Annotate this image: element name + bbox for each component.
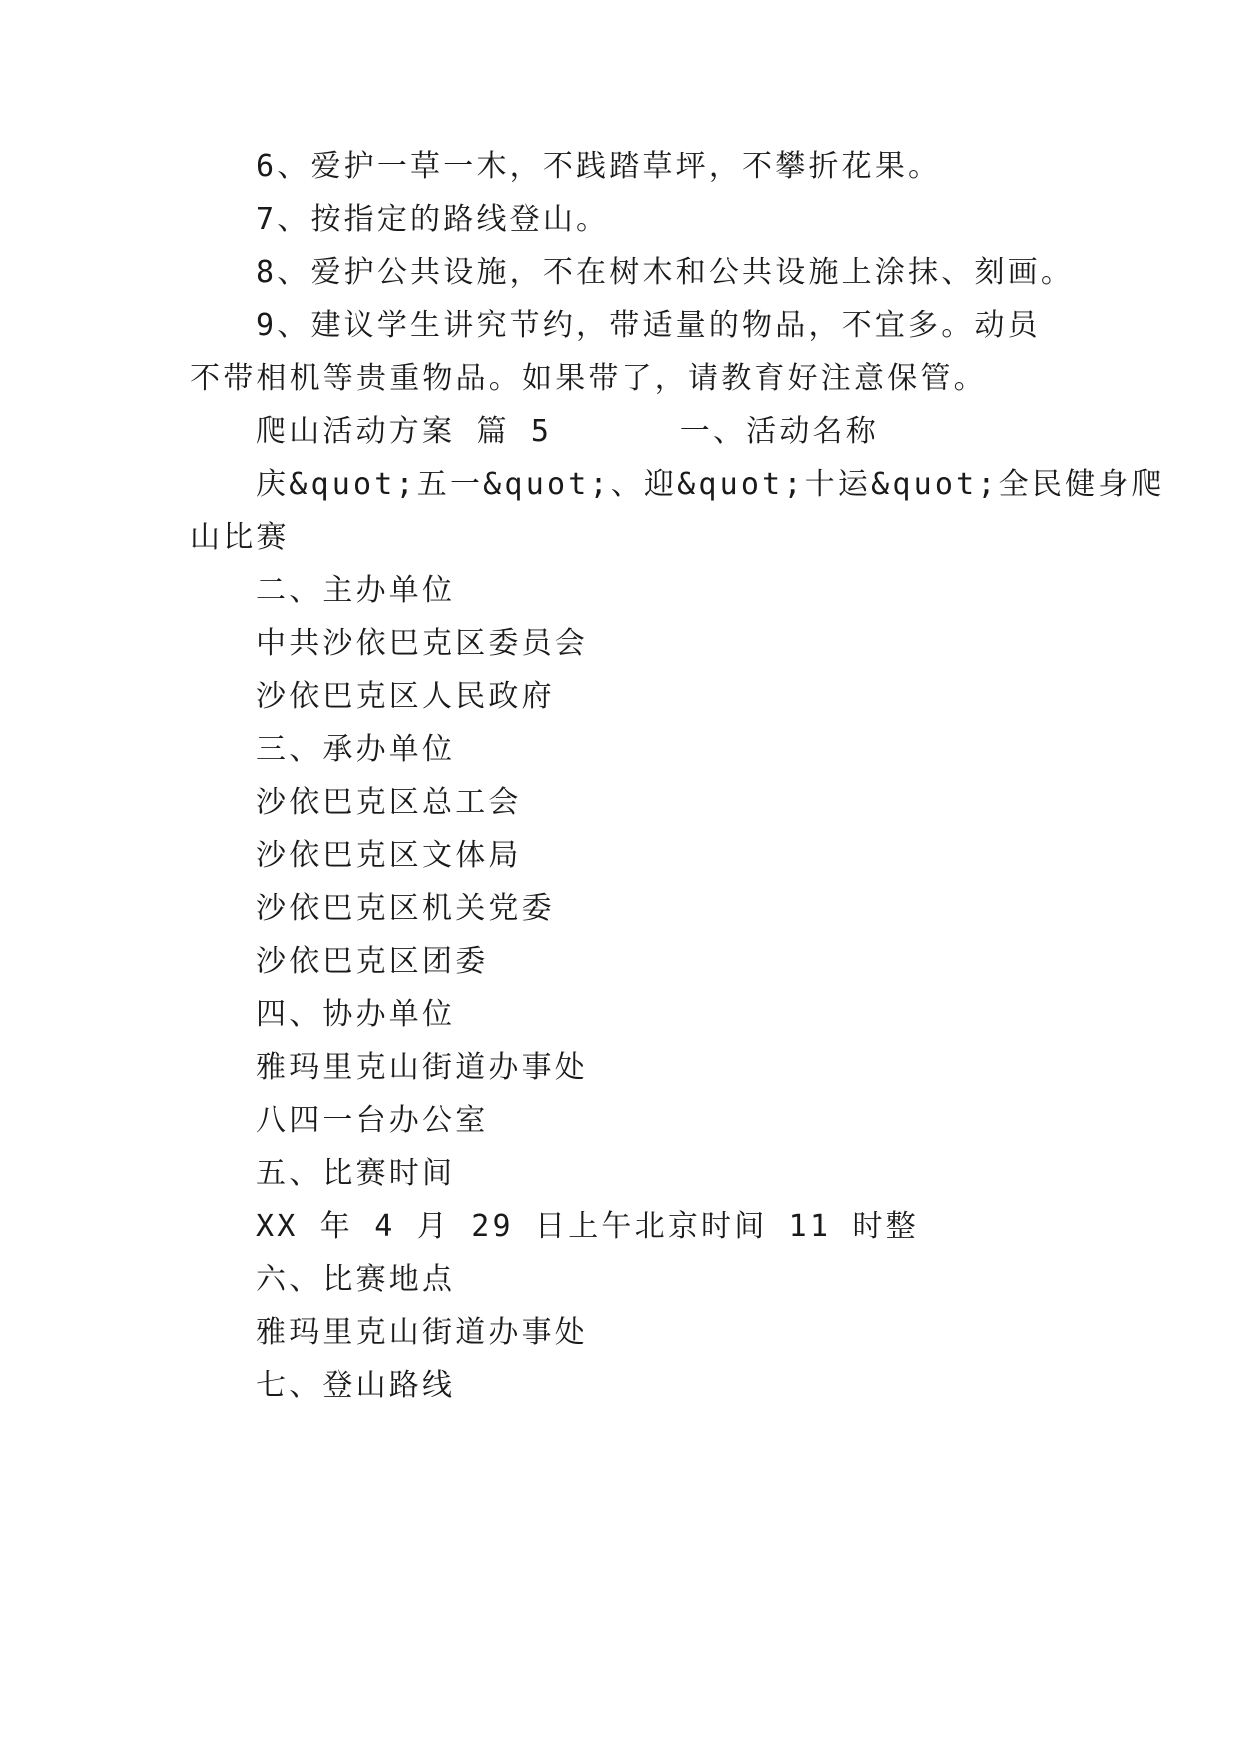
rule-item-8: 8、爱护公共设施，不在树木和公共设施上涂抹、刻画。 — [256, 255, 1075, 290]
co-organizer-item: 八四一台办公室 — [256, 1103, 489, 1138]
heading-organizer: 二、主办单位 — [256, 573, 456, 608]
event-location: 雅玛里克山街道办事处 — [256, 1315, 588, 1350]
host-item: 沙依巴克区总工会 — [256, 785, 522, 820]
host-item: 沙依巴克区团委 — [256, 944, 489, 979]
host-item: 沙依巴克区机关党委 — [256, 891, 555, 926]
rule-item-9: 9、建议学生讲究节约，带适量的物品，不宜多。动员 — [256, 308, 1041, 343]
rule-item-9-continued: 不带相机等贵重物品。如果带了，请教育好注意保管。 — [190, 361, 987, 396]
heading-time: 五、比赛时间 — [256, 1156, 456, 1191]
rule-item-7: 7、按指定的路线登山。 — [256, 202, 610, 237]
heading-route: 七、登山路线 — [256, 1368, 456, 1403]
event-time: XX 年 4 月 29 日上午北京时间 11 时整 — [256, 1209, 919, 1244]
host-item: 沙依巴克区文体局 — [256, 838, 522, 873]
rule-item-6: 6、爱护一草一木，不践踏草坪，不攀折花果。 — [256, 149, 942, 184]
organizer-item: 沙依巴克区人民政府 — [256, 679, 555, 714]
heading-host: 三、承办单位 — [256, 732, 456, 767]
section-heading-plan-5: 爬山活动方案 篇 5 一、活动名称 — [256, 414, 879, 449]
activity-name-continued: 山比赛 — [190, 520, 290, 555]
heading-co-organizer: 四、协办单位 — [256, 997, 456, 1032]
co-organizer-item: 雅玛里克山街道办事处 — [256, 1050, 588, 1085]
organizer-item: 中共沙依巴克区委员会 — [256, 626, 588, 661]
heading-location: 六、比赛地点 — [256, 1262, 456, 1297]
activity-name: 庆&quot;五一&quot;、迎&quot;十运&quot;全民健身爬 — [256, 467, 1165, 502]
